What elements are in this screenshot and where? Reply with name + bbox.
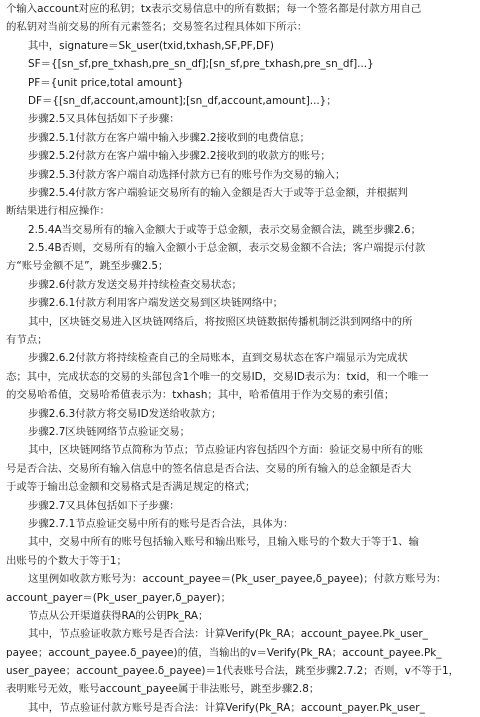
text-line: 2.5.4A当交易所有的输入金额大于或等于总金额，表示交易金额合法，跳至步骤2.6； (28, 223, 421, 236)
text-line: SF＝{[sn_sf,pre_txhash,pre_sn_df];[sn_sf,pre_txhash,pre_sn_df]...} (28, 58, 374, 71)
text-line: 步骤2.6付款方发送交易并持续检查交易状态； (28, 278, 242, 291)
text-line: 步骤2.5.4付款方客户端验证交易所有的输入金额是否大于或等于总金额，并根据判 (28, 186, 408, 199)
text-line: account_payer＝(Pk_user_payer,δ_payer)； (6, 591, 232, 604)
text-line: 步骤2.5.1付款方在客户端中输入步骤2.2接收到的电费信息； (28, 131, 310, 144)
text-line: 其中，节点验证收款方账号是否合法：计算Verify(Pk_RA；account_payee.Pk_user_ (28, 628, 428, 641)
text-line: 态；其中，完成状态的交易的头部包含1个唯一的交易ID，交易ID表示为：txid，和一个唯一 (6, 370, 429, 383)
text-line: 方“账号金额不足”，跳至步骤2.5； (6, 260, 169, 273)
text-line: 步骤2.5.3付款方客户端自动选择付款方已有的账号作为交易的输入； (28, 168, 346, 181)
text-line: 步骤2.6.1付款方利用客户端发送交易到区块链网络中； (28, 297, 284, 310)
text-line: 的交易哈希值，交易哈希值表示为：txhash；其中，哈希值用于作为交易的索引值； (6, 389, 395, 402)
text-line: 步骤2.5.2付款方在客户端中输入步骤2.2接收到的收款方的账号； (28, 150, 331, 163)
text-line: 节点从公开渠道获得RA的公钥Pk_RA； (28, 609, 209, 622)
text-line: 其中，区块链交易进入区块链网络后，将按照区块链数据传播机制泛洪到网络中的所 (28, 315, 413, 328)
text-line: 步骤2.7又具体包括如下子步骤： (28, 499, 180, 512)
text-line: 步骤2.7区块链网络节点验证交易； (28, 425, 190, 438)
text-line: payee；account_payee.δ_payee)的值，当输出的v＝Verify(Pk_RA；account_payee.Pk_ (6, 646, 442, 659)
text-line: DF＝{[sn_df,account,amount];[sn_df,account,amount]...}； (28, 94, 337, 107)
text-line: 出账号的个数大于等于1； (6, 554, 127, 567)
text-line: 步骤2.5又具体包括如下子步骤： (28, 113, 180, 126)
text-line: 于或等于输出总金额和交易格式是否满足规定的格式； (6, 481, 256, 494)
text-line: 其中，节点验证付款方账号是否合法：计算Verify(Pk_RA；account_payer.Pk_user_ (28, 701, 425, 714)
text-line: 这里例如收款方账号为：account_payee＝(Pk_user_payee,δ_payee)；付款方账号为： (28, 573, 447, 586)
text-line: 其中，交易中所有的账号包括输入账号和输出账号，且输入账号的个数大于等于1、输 (28, 536, 420, 549)
text-line: 步骤2.7.1节点验证交易中所有的账号是否合法，具体为： (28, 517, 294, 530)
text-line: 其中，区块链网络节点简称为节点；节点验证内容包括四个方面：验证交易中所有的账 (28, 444, 423, 457)
text-line: 步骤2.6.2付款方将持续检查自己的全局账本，直到交易状态在客户端显示为完成状 (28, 352, 408, 365)
text-line: 步骤2.6.3付款方将交易ID发送给收款方； (28, 407, 222, 420)
text-line: 其中，signature＝Sk_user(txid,txhash,SF,PF,DF) (28, 39, 274, 52)
text-line: 断结果进行相应操作： (6, 205, 110, 218)
text-line: 2.5.4B否则，交易所有的输入金额小于总金额，表示交易金额不合法；客户端提示付款 (28, 242, 426, 255)
text-line: 的私钥对当前交易的所有元素签名；交易签名过程具体如下所示： (6, 21, 308, 34)
text-line: PF＝{unit price,total amount} (28, 76, 184, 89)
text-line: 号是否合法、交易所有输入信息中的签名信息是否合法、交易的所有输入的总金额是否大 (6, 462, 412, 475)
text-line: user_payee；account_payee.δ_payee)＝1代表账号合法，跳至步骤2.7.2；否则，v不等于1， (6, 665, 460, 678)
text-line: 个输入account对应的私钥；tx表示交易信息中的所有数据；每一个签名都是付款方用自己 (6, 3, 422, 15)
text-line: 表明账号无效，账号account_payee属于非法账号，跳至步骤2.8； (6, 683, 320, 696)
text-line: 有节点； (6, 334, 48, 347)
